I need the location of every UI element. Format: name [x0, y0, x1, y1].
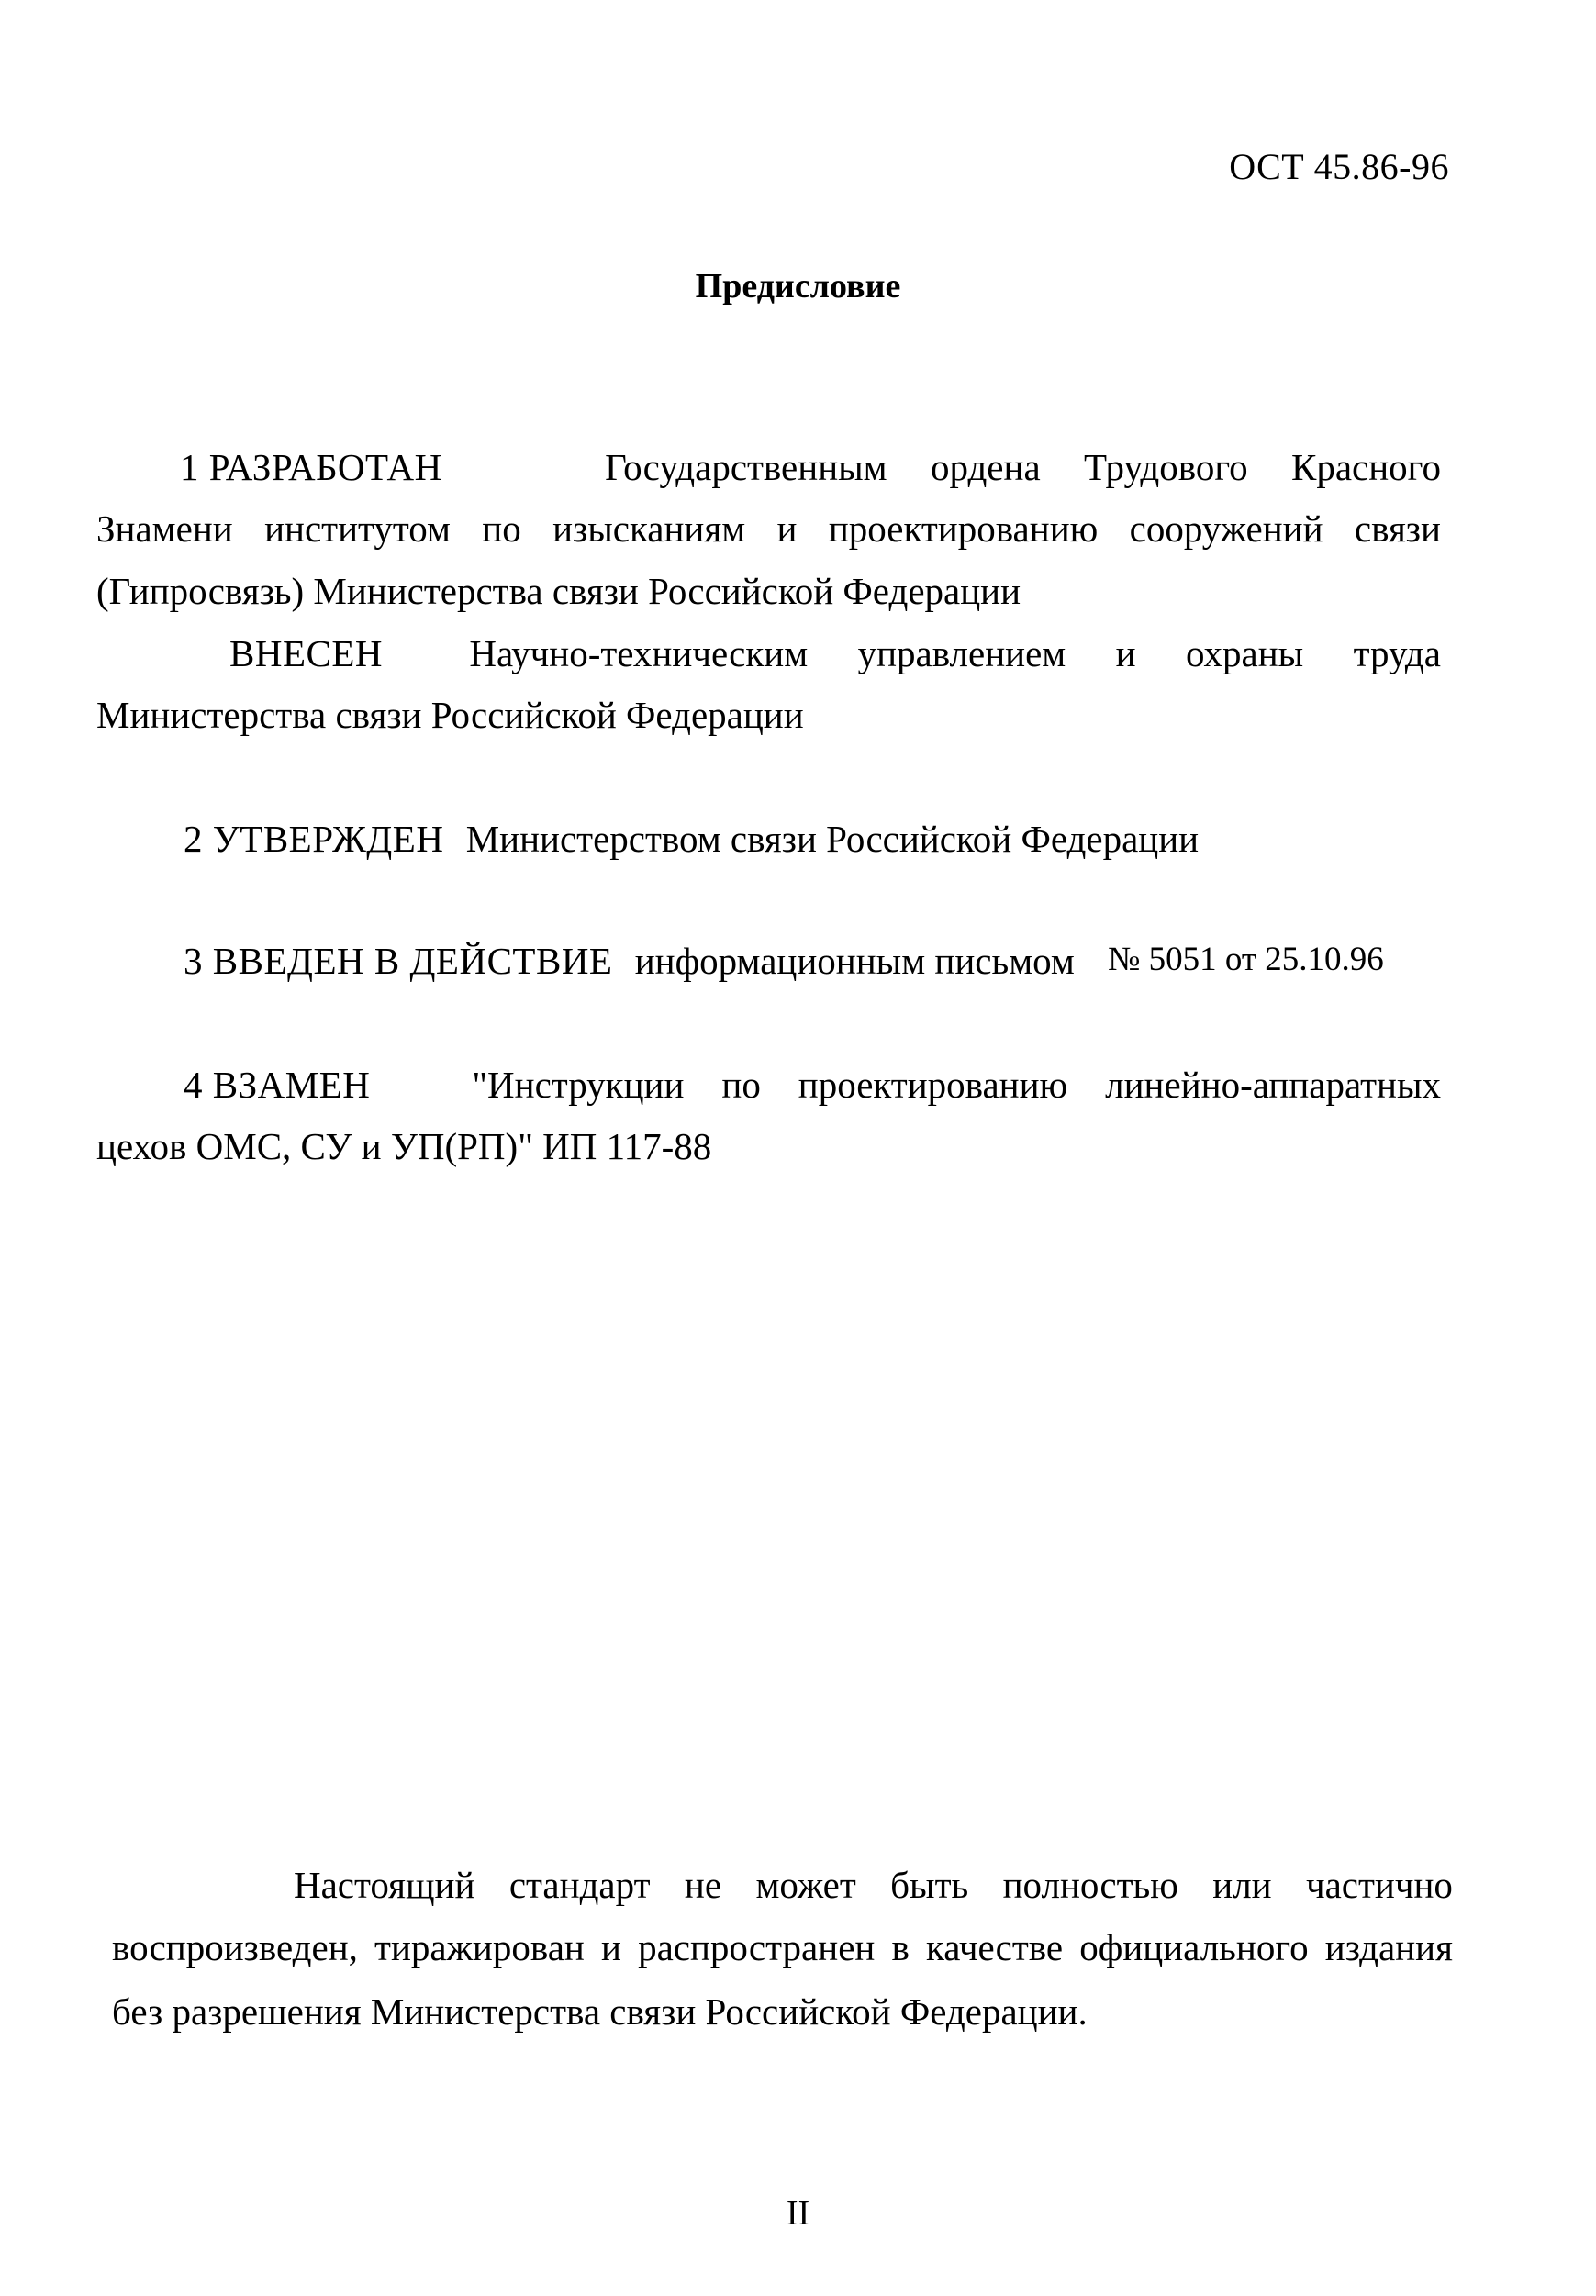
notice-word: распространен	[638, 1926, 876, 1968]
item2-label: 2 УТВЕРЖДЕН	[184, 818, 444, 860]
item4-label: 4 ВЗАМЕН	[184, 1064, 371, 1106]
item1-line2	[96, 507, 1441, 551]
item1-word: Красного	[1290, 446, 1441, 488]
item1-line3: (Гипросвязь) Министерства связи Российской Федерации	[96, 570, 1021, 612]
item4-line1	[184, 1063, 1441, 1107]
item1-word: Знамени	[96, 507, 233, 550]
item4-line2: цехов ОМС, СУ и УП(РП)" ИП 117-88	[96, 1125, 712, 1167]
item1-word: проектированию	[828, 507, 1099, 550]
notice-word: качестве	[925, 1926, 1064, 1968]
notice-word: или	[1212, 1864, 1272, 1906]
item4-word: линейно-аппаратных	[1105, 1064, 1441, 1106]
item1-line1	[180, 445, 1441, 489]
notice-word: частично	[1305, 1864, 1453, 1906]
notice-word: и	[600, 1926, 621, 1968]
notice-word: издания	[1324, 1926, 1453, 1968]
item2-text: Министерством связи Российской Федерации	[465, 818, 1200, 860]
notice-word: может	[755, 1864, 856, 1906]
document-code: ОСТ 45.86-96	[1229, 146, 1449, 187]
item1-word: и	[776, 507, 798, 550]
item4-word: "Инструкции	[472, 1064, 685, 1106]
notice-word: быть	[890, 1864, 969, 1906]
item1-word: изысканиям	[552, 507, 746, 550]
item1b-label: ВНЕСЕН	[229, 632, 383, 674]
item1b-line2: Министерства связи Российской Федерации	[96, 694, 804, 736]
notice-word: полностью	[1002, 1864, 1178, 1906]
item3-number: № 5051 от 25.10.96	[1108, 941, 1384, 978]
notice-line1	[294, 1863, 1453, 1907]
notice-word: тиражирован	[374, 1926, 585, 1968]
item4-word: проектированию	[798, 1064, 1068, 1106]
notice-word: в	[891, 1926, 910, 1968]
item1-word: ордена	[930, 446, 1041, 488]
item1-word: институтом	[264, 507, 451, 550]
item1b-word: охраны	[1186, 632, 1304, 674]
item1-word: Государственным	[605, 446, 887, 488]
item1-label: 1 РАЗРАБОТАН	[180, 446, 442, 488]
notice-line3: без разрешения Министерства связи Российской Федерации.	[112, 1990, 1088, 2033]
notice-word: Настоящий	[294, 1864, 475, 1906]
item1-word: сооружений	[1129, 507, 1323, 550]
notice-word: стандарт	[508, 1864, 651, 1906]
item1b-word: и	[1115, 632, 1136, 674]
item1b-word: управлением	[857, 632, 1066, 674]
notice-word: официального	[1079, 1926, 1309, 1968]
notice-line2	[112, 1925, 1453, 1969]
notice-word: не	[684, 1864, 722, 1906]
item1b-word: Научно-техническим	[469, 632, 809, 674]
item2-line	[184, 817, 1199, 861]
item4-word: по	[721, 1064, 761, 1106]
notice-word: воспроизведен,	[112, 1926, 358, 1968]
item3-text: информационным письмом	[634, 940, 1075, 982]
item3-label: 3 ВВЕДЕН В ДЕЙСТВИЕ	[184, 940, 613, 982]
item1b-word: труда	[1353, 632, 1441, 674]
page-title: Предисловие	[695, 267, 901, 306]
item1-word: по	[482, 507, 521, 550]
item1-word: Трудового	[1084, 446, 1248, 488]
item3-line	[184, 939, 1384, 983]
item1b-line1	[229, 631, 1441, 675]
item1-word: связи	[1354, 507, 1441, 550]
page-number: II	[786, 2194, 810, 2233]
